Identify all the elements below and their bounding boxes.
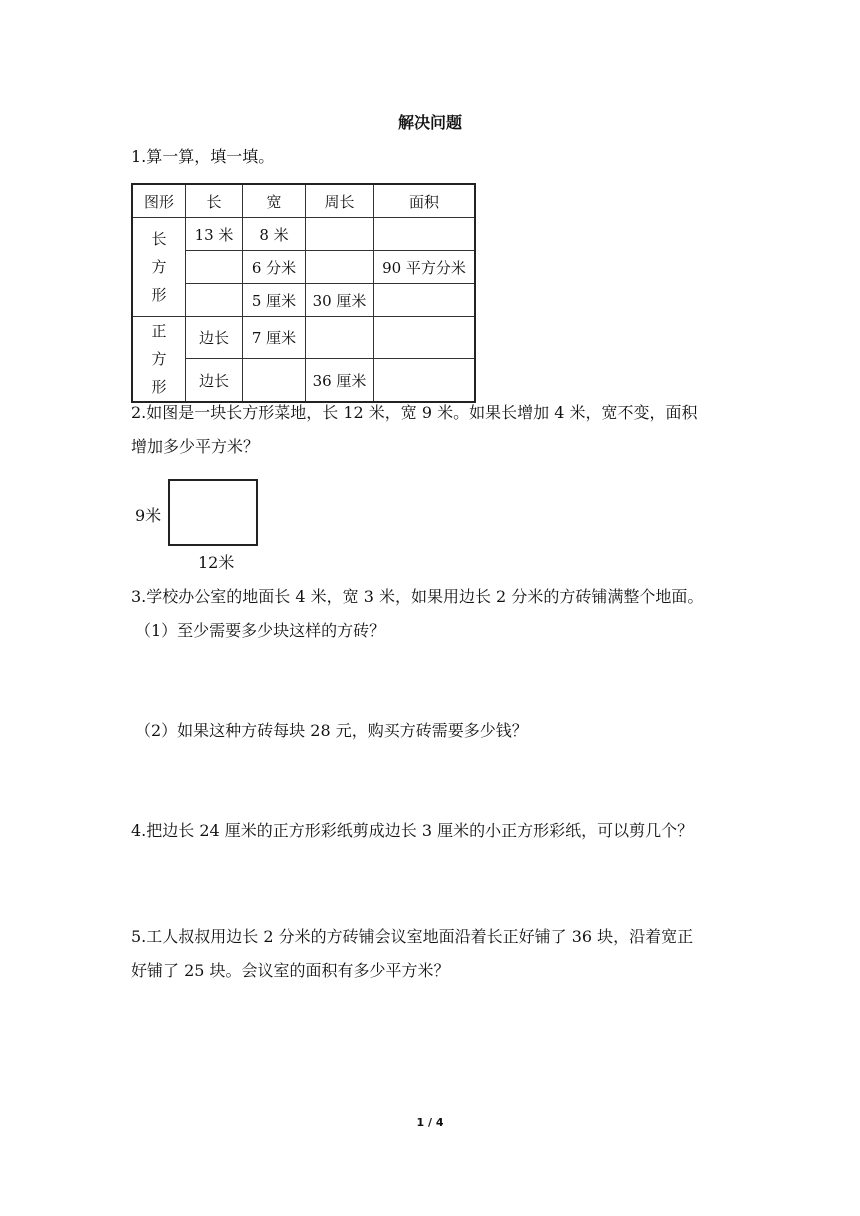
table-cell: 7 厘米: [243, 317, 306, 359]
table-cell: [306, 317, 374, 359]
table-cell: 5 厘米: [243, 284, 306, 317]
table-cell: [374, 218, 476, 251]
question-2-line-2: 增加多少平方米？: [131, 437, 260, 456]
table-cell: [374, 359, 476, 402]
table-cell: 30 厘米: [306, 284, 374, 317]
table-cell: 36 厘米: [306, 359, 374, 402]
table-cell: [374, 284, 476, 317]
shape-label-text: 长 方 形: [151, 230, 167, 304]
table-cell: 8 米: [243, 218, 306, 251]
page-title: 解决问题: [397, 113, 462, 132]
page-number: 1 / 4: [416, 1116, 444, 1129]
table-cell: 6 分米: [243, 251, 306, 284]
table-cell: 边长: [186, 359, 243, 402]
header-cell: 宽: [243, 184, 306, 218]
table-cell: [186, 284, 243, 317]
header-cell: 图形: [132, 184, 186, 218]
table-cell: [374, 317, 476, 359]
question-3-prompt: 3.学校办公室的地面长 4 米，宽 3 米，如果用边长 2 分米的方砖铺满整个地面。: [131, 587, 704, 606]
header-cell: 周长: [306, 184, 374, 218]
shape-label-text: 正 方 形: [151, 322, 167, 396]
table-cell: 13 米: [186, 218, 243, 251]
header-cell: 面积: [374, 184, 476, 218]
shape-label-square: [132, 317, 186, 403]
question-4-prompt: 4.把边长 24 厘米的正方形彩纸剪成边长 3 厘米的小正方形彩纸，可以剪几个？: [131, 821, 694, 840]
fill-in-table: [131, 183, 476, 403]
table-cell: 90 平方分米: [374, 251, 476, 284]
question-2-line-1: 2.如图是一块长方形菜地，长 12 米，宽 9 米。如果长增加 4 米，宽不变，面积: [131, 403, 698, 422]
table-cell: 边长: [186, 317, 243, 359]
table-row: [132, 317, 475, 359]
table-header-row: [132, 184, 475, 218]
question-1-prompt: 1.算一算，填一填。: [131, 147, 275, 166]
table-cell: [306, 251, 374, 284]
table-cell: [186, 251, 243, 284]
header-cell: 长: [186, 184, 243, 218]
shape-label-rectangle: [132, 218, 186, 317]
question-3-sub-2: （2）如果这种方砖每块 28 元，购买方砖需要多少钱？: [135, 721, 528, 740]
table-row: [132, 218, 475, 251]
table-cell: [306, 218, 374, 251]
rectangle-figure: [168, 479, 258, 546]
rectangle-width-label: 9米: [135, 506, 162, 525]
question-5-line-1: 5.工人叔叔用边长 2 分米的方砖铺会议室地面沿着长正好铺了 36 块，沿着宽正: [131, 927, 694, 946]
rectangle-length-label: 12米: [198, 553, 235, 572]
question-3-sub-1: （1）至少需要多少块这样的方砖？: [135, 621, 386, 640]
question-5-line-2: 好铺了 25 块。会议室的面积有多少平方米？: [131, 961, 450, 980]
table-cell: [243, 359, 306, 402]
